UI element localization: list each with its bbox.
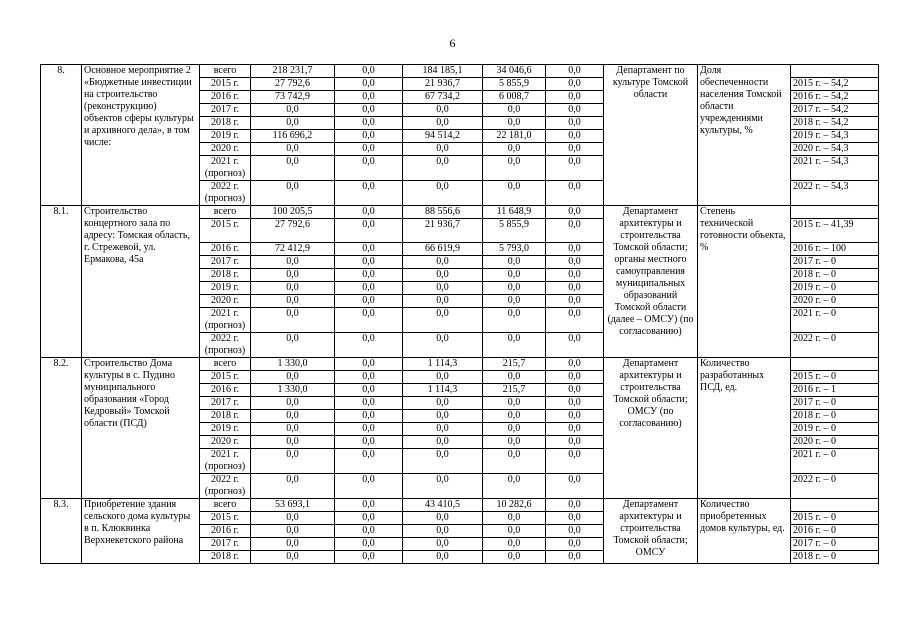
regional-cell: 67 734,2 [403, 91, 483, 104]
local-cell: 215,7 [483, 384, 546, 397]
responsible-department: Департамент по культуре Томской области [604, 65, 698, 206]
total-cell: 0,0 [251, 449, 335, 474]
table-row [41, 206, 879, 219]
target-value-cell: 2015 г. – 0 [791, 371, 879, 384]
other-cell: 0,0 [546, 449, 604, 474]
target-value-cell [791, 206, 879, 219]
local-cell: 0,0 [483, 117, 546, 130]
year-cell: 2018 г. [200, 117, 251, 130]
total-cell: 0,0 [251, 436, 335, 449]
local-cell: 0,0 [483, 143, 546, 156]
target-value-cell: 2016 г. – 100 [791, 243, 879, 256]
regional-cell: 0,0 [403, 269, 483, 282]
year-cell: 2015 г. [200, 78, 251, 91]
regional-cell: 66 619,9 [403, 243, 483, 256]
total-cell: 0,0 [251, 551, 335, 564]
target-value-cell: 2022 г. – 54,3 [791, 181, 879, 206]
regional-cell: 0,0 [403, 449, 483, 474]
regional-cell: 21 936,7 [403, 78, 483, 91]
local-cell: 11 648,9 [483, 206, 546, 219]
total-cell: 72 412,9 [251, 243, 335, 256]
other-cell: 0,0 [546, 282, 604, 295]
regional-cell: 0,0 [403, 143, 483, 156]
total-cell: 0,0 [251, 525, 335, 538]
target-value-cell: 2015 г. – 0 [791, 512, 879, 525]
local-cell: 34 046,6 [483, 65, 546, 78]
federal-cell: 0,0 [335, 397, 403, 410]
program-table [40, 64, 879, 564]
target-value-cell: 2017 г. – 0 [791, 538, 879, 551]
year-cell: 2016 г. [200, 243, 251, 256]
total-cell: 218 231,7 [251, 65, 335, 78]
year-cell: 2015 г. [200, 219, 251, 243]
local-cell: 10 282,6 [483, 499, 546, 512]
regional-cell: 1 114,3 [403, 384, 483, 397]
other-cell: 0,0 [546, 474, 604, 499]
year-cell: 2020 г. [200, 436, 251, 449]
year-cell: всего [200, 65, 251, 78]
total-cell: 0,0 [251, 410, 335, 423]
year-cell: 2016 г. [200, 384, 251, 397]
regional-cell: 0,0 [403, 156, 483, 181]
year-cell: 2017 г. [200, 104, 251, 117]
federal-cell: 0,0 [335, 181, 403, 206]
local-cell: 5 855,9 [483, 78, 546, 91]
target-value-cell: 2016 г. – 1 [791, 384, 879, 397]
federal-cell: 0,0 [335, 333, 403, 358]
regional-cell: 0,0 [403, 436, 483, 449]
other-cell: 0,0 [546, 91, 604, 104]
activity-name: Основное мероприятие 2 «Бюджетные инвестиции на строительство (реконструкцию) объектов сферы культуры и архивного дела», в том числе: [82, 65, 200, 206]
regional-cell: 0,0 [403, 308, 483, 333]
target-value-cell: 2016 г. – 54,2 [791, 91, 879, 104]
target-value-cell [791, 358, 879, 371]
local-cell: 0,0 [483, 282, 546, 295]
other-cell: 0,0 [546, 78, 604, 91]
year-cell: всего [200, 499, 251, 512]
indicator-name: Степень технической готовности объекта, % [698, 206, 791, 358]
total-cell: 0,0 [251, 282, 335, 295]
activity-name: Приобретение здания сельского дома культуры в п. Клюквинка Верхнекетского района [82, 499, 200, 564]
local-cell: 0,0 [483, 551, 546, 564]
regional-cell: 0,0 [403, 295, 483, 308]
total-cell: 1 330,0 [251, 384, 335, 397]
total-cell: 116 696,2 [251, 130, 335, 143]
local-cell: 0,0 [483, 436, 546, 449]
local-cell: 0,0 [483, 423, 546, 436]
other-cell: 0,0 [546, 308, 604, 333]
section-number: 8.1. [41, 206, 82, 358]
other-cell: 0,0 [546, 525, 604, 538]
other-cell: 0,0 [546, 269, 604, 282]
target-value-cell: 2019 г. – 0 [791, 423, 879, 436]
federal-cell: 0,0 [335, 91, 403, 104]
regional-cell: 0,0 [403, 104, 483, 117]
local-cell: 22 181,0 [483, 130, 546, 143]
target-value-cell: 2018 г. – 0 [791, 269, 879, 282]
other-cell: 0,0 [546, 130, 604, 143]
page-number: 6 [449, 36, 456, 50]
federal-cell: 0,0 [335, 371, 403, 384]
target-value-cell: 2018 г. – 0 [791, 551, 879, 564]
local-cell: 5 855,9 [483, 219, 546, 243]
total-cell: 0,0 [251, 371, 335, 384]
federal-cell: 0,0 [335, 308, 403, 333]
target-value-cell [791, 65, 879, 78]
section-number: 8. [41, 65, 82, 206]
target-value-cell: 2019 г. – 54,3 [791, 130, 879, 143]
local-cell: 0,0 [483, 397, 546, 410]
other-cell: 0,0 [546, 219, 604, 243]
regional-cell: 0,0 [403, 423, 483, 436]
year-cell: 2016 г. [200, 91, 251, 104]
regional-cell: 0,0 [403, 256, 483, 269]
federal-cell: 0,0 [335, 78, 403, 91]
total-cell: 73 742,9 [251, 91, 335, 104]
regional-cell: 184 185,1 [403, 65, 483, 78]
year-cell: 2022 г. (прогноз) [200, 333, 251, 358]
section-number: 8.3. [41, 499, 82, 564]
regional-cell: 1 114,3 [403, 358, 483, 371]
target-value-cell [791, 499, 879, 512]
other-cell: 0,0 [546, 551, 604, 564]
local-cell: 0,0 [483, 181, 546, 206]
total-cell: 0,0 [251, 397, 335, 410]
other-cell: 0,0 [546, 436, 604, 449]
year-cell: 2022 г. (прогноз) [200, 181, 251, 206]
year-cell: 2020 г. [200, 143, 251, 156]
table-row [41, 65, 879, 78]
target-value-cell: 2021 г. – 54,3 [791, 156, 879, 181]
other-cell: 0,0 [546, 117, 604, 130]
local-cell: 0,0 [483, 371, 546, 384]
other-cell: 0,0 [546, 410, 604, 423]
regional-cell: 0,0 [403, 512, 483, 525]
table-row [41, 499, 879, 512]
local-cell: 6 008,7 [483, 91, 546, 104]
target-value-cell: 2016 г. – 0 [791, 525, 879, 538]
target-value-cell: 2020 г. – 0 [791, 436, 879, 449]
local-cell: 0,0 [483, 333, 546, 358]
year-cell: 2018 г. [200, 551, 251, 564]
table-row [41, 358, 879, 371]
other-cell: 0,0 [546, 104, 604, 117]
other-cell: 0,0 [546, 65, 604, 78]
local-cell: 0,0 [483, 474, 546, 499]
year-cell: 2019 г. [200, 282, 251, 295]
other-cell: 0,0 [546, 397, 604, 410]
other-cell: 0,0 [546, 538, 604, 551]
total-cell: 0,0 [251, 181, 335, 206]
target-value-cell: 2017 г. – 0 [791, 397, 879, 410]
year-cell: 2015 г. [200, 371, 251, 384]
total-cell: 0,0 [251, 295, 335, 308]
regional-cell: 43 410,5 [403, 499, 483, 512]
local-cell: 5 793,0 [483, 243, 546, 256]
federal-cell: 0,0 [335, 117, 403, 130]
target-value-cell: 2022 г. – 0 [791, 474, 879, 499]
total-cell: 53 693,1 [251, 499, 335, 512]
target-value-cell: 2022 г. – 0 [791, 333, 879, 358]
year-cell: 2019 г. [200, 423, 251, 436]
target-value-cell: 2018 г. – 0 [791, 410, 879, 423]
federal-cell: 0,0 [335, 512, 403, 525]
responsible-department: Департамент архитектуры и строительства Томской области; ОМСУ (по согласованию) [604, 358, 698, 499]
total-cell: 27 792,6 [251, 78, 335, 91]
total-cell: 0,0 [251, 269, 335, 282]
regional-cell: 88 556,6 [403, 206, 483, 219]
regional-cell: 0,0 [403, 538, 483, 551]
federal-cell: 0,0 [335, 551, 403, 564]
federal-cell: 0,0 [335, 474, 403, 499]
regional-cell: 0,0 [403, 474, 483, 499]
federal-cell: 0,0 [335, 256, 403, 269]
year-cell: 2021 г. (прогноз) [200, 449, 251, 474]
indicator-name: Количество разработанных ПСД, ед. [698, 358, 791, 499]
total-cell: 1 330,0 [251, 358, 335, 371]
total-cell: 0,0 [251, 256, 335, 269]
target-value-cell: 2015 г. – 41,39 [791, 219, 879, 243]
target-value-cell: 2020 г. – 0 [791, 295, 879, 308]
regional-cell: 0,0 [403, 333, 483, 358]
year-cell: 2016 г. [200, 525, 251, 538]
section-number: 8.2. [41, 358, 82, 499]
federal-cell: 0,0 [335, 423, 403, 436]
target-value-cell: 2017 г. – 0 [791, 256, 879, 269]
federal-cell: 0,0 [335, 143, 403, 156]
federal-cell: 0,0 [335, 384, 403, 397]
other-cell: 0,0 [546, 243, 604, 256]
target-value-cell: 2015 г. – 54,2 [791, 78, 879, 91]
year-cell: 2022 г. (прогноз) [200, 474, 251, 499]
local-cell: 0,0 [483, 410, 546, 423]
responsible-department: Департамент архитектуры и строительства Томской области; ОМСУ [604, 499, 698, 564]
federal-cell: 0,0 [335, 206, 403, 219]
total-cell: 100 205,5 [251, 206, 335, 219]
year-cell: 2021 г. (прогноз) [200, 156, 251, 181]
other-cell: 0,0 [546, 499, 604, 512]
total-cell: 0,0 [251, 104, 335, 117]
other-cell: 0,0 [546, 512, 604, 525]
year-cell: 2021 г. (прогноз) [200, 308, 251, 333]
other-cell: 0,0 [546, 333, 604, 358]
total-cell: 0,0 [251, 156, 335, 181]
federal-cell: 0,0 [335, 219, 403, 243]
federal-cell: 0,0 [335, 65, 403, 78]
federal-cell: 0,0 [335, 269, 403, 282]
federal-cell: 0,0 [335, 130, 403, 143]
federal-cell: 0,0 [335, 499, 403, 512]
other-cell: 0,0 [546, 181, 604, 206]
other-cell: 0,0 [546, 423, 604, 436]
local-cell: 0,0 [483, 538, 546, 551]
year-cell: 2017 г. [200, 256, 251, 269]
year-cell: 2019 г. [200, 130, 251, 143]
total-cell: 0,0 [251, 538, 335, 551]
year-cell: 2018 г. [200, 269, 251, 282]
target-value-cell: 2021 г. – 0 [791, 308, 879, 333]
year-cell: 2015 г. [200, 512, 251, 525]
local-cell: 0,0 [483, 156, 546, 181]
target-value-cell: 2021 г. – 0 [791, 449, 879, 474]
federal-cell: 0,0 [335, 525, 403, 538]
regional-cell: 0,0 [403, 397, 483, 410]
regional-cell: 0,0 [403, 551, 483, 564]
regional-cell: 0,0 [403, 181, 483, 206]
year-cell: всего [200, 206, 251, 219]
other-cell: 0,0 [546, 295, 604, 308]
local-cell: 0,0 [483, 269, 546, 282]
target-value-cell: 2019 г. – 0 [791, 282, 879, 295]
total-cell: 0,0 [251, 474, 335, 499]
regional-cell: 0,0 [403, 525, 483, 538]
federal-cell: 0,0 [335, 449, 403, 474]
other-cell: 0,0 [546, 256, 604, 269]
local-cell: 0,0 [483, 295, 546, 308]
local-cell: 0,0 [483, 104, 546, 117]
total-cell: 0,0 [251, 308, 335, 333]
federal-cell: 0,0 [335, 410, 403, 423]
local-cell: 215,7 [483, 358, 546, 371]
total-cell: 0,0 [251, 143, 335, 156]
other-cell: 0,0 [546, 143, 604, 156]
regional-cell: 0,0 [403, 117, 483, 130]
indicator-name: Количество приобретенных домов культуры, ед. [698, 499, 791, 564]
local-cell: 0,0 [483, 525, 546, 538]
regional-cell: 21 936,7 [403, 219, 483, 243]
local-cell: 0,0 [483, 512, 546, 525]
target-value-cell: 2020 г. – 54,3 [791, 143, 879, 156]
local-cell: 0,0 [483, 449, 546, 474]
regional-cell: 0,0 [403, 371, 483, 384]
other-cell: 0,0 [546, 371, 604, 384]
activity-name: Строительство Дома культуры в с. Пудино муниципального образования «Город Кедровый» Томской области (ПСД) [82, 358, 200, 499]
year-cell: 2017 г. [200, 397, 251, 410]
federal-cell: 0,0 [335, 243, 403, 256]
year-cell: 2020 г. [200, 295, 251, 308]
local-cell: 0,0 [483, 308, 546, 333]
total-cell: 0,0 [251, 333, 335, 358]
local-cell: 0,0 [483, 256, 546, 269]
total-cell: 0,0 [251, 512, 335, 525]
target-value-cell: 2017 г. – 54,2 [791, 104, 879, 117]
other-cell: 0,0 [546, 358, 604, 371]
other-cell: 0,0 [546, 206, 604, 219]
year-cell: 2018 г. [200, 410, 251, 423]
federal-cell: 0,0 [335, 295, 403, 308]
other-cell: 0,0 [546, 384, 604, 397]
total-cell: 0,0 [251, 117, 335, 130]
federal-cell: 0,0 [335, 104, 403, 117]
federal-cell: 0,0 [335, 358, 403, 371]
year-cell: всего [200, 358, 251, 371]
indicator-name: Доля обеспеченности населения Томской области учреждениями культуры, % [698, 65, 791, 206]
federal-cell: 0,0 [335, 538, 403, 551]
total-cell: 0,0 [251, 423, 335, 436]
regional-cell: 0,0 [403, 282, 483, 295]
responsible-department: Департамент архитектуры и строительства Томской области; органы местного самоуправления муниципальных образований Томской области (далее – ОМСУ) (по согласованию) [604, 206, 698, 358]
year-cell: 2017 г. [200, 538, 251, 551]
regional-cell: 0,0 [403, 410, 483, 423]
federal-cell: 0,0 [335, 156, 403, 181]
federal-cell: 0,0 [335, 436, 403, 449]
other-cell: 0,0 [546, 156, 604, 181]
activity-name: Строительство концертного зала по адресу: Томская область, г. Стрежевой, ул. Ермакова, 45а [82, 206, 200, 358]
target-value-cell: 2018 г. – 54,2 [791, 117, 879, 130]
federal-cell: 0,0 [335, 282, 403, 295]
total-cell: 27 792,6 [251, 219, 335, 243]
regional-cell: 94 514,2 [403, 130, 483, 143]
